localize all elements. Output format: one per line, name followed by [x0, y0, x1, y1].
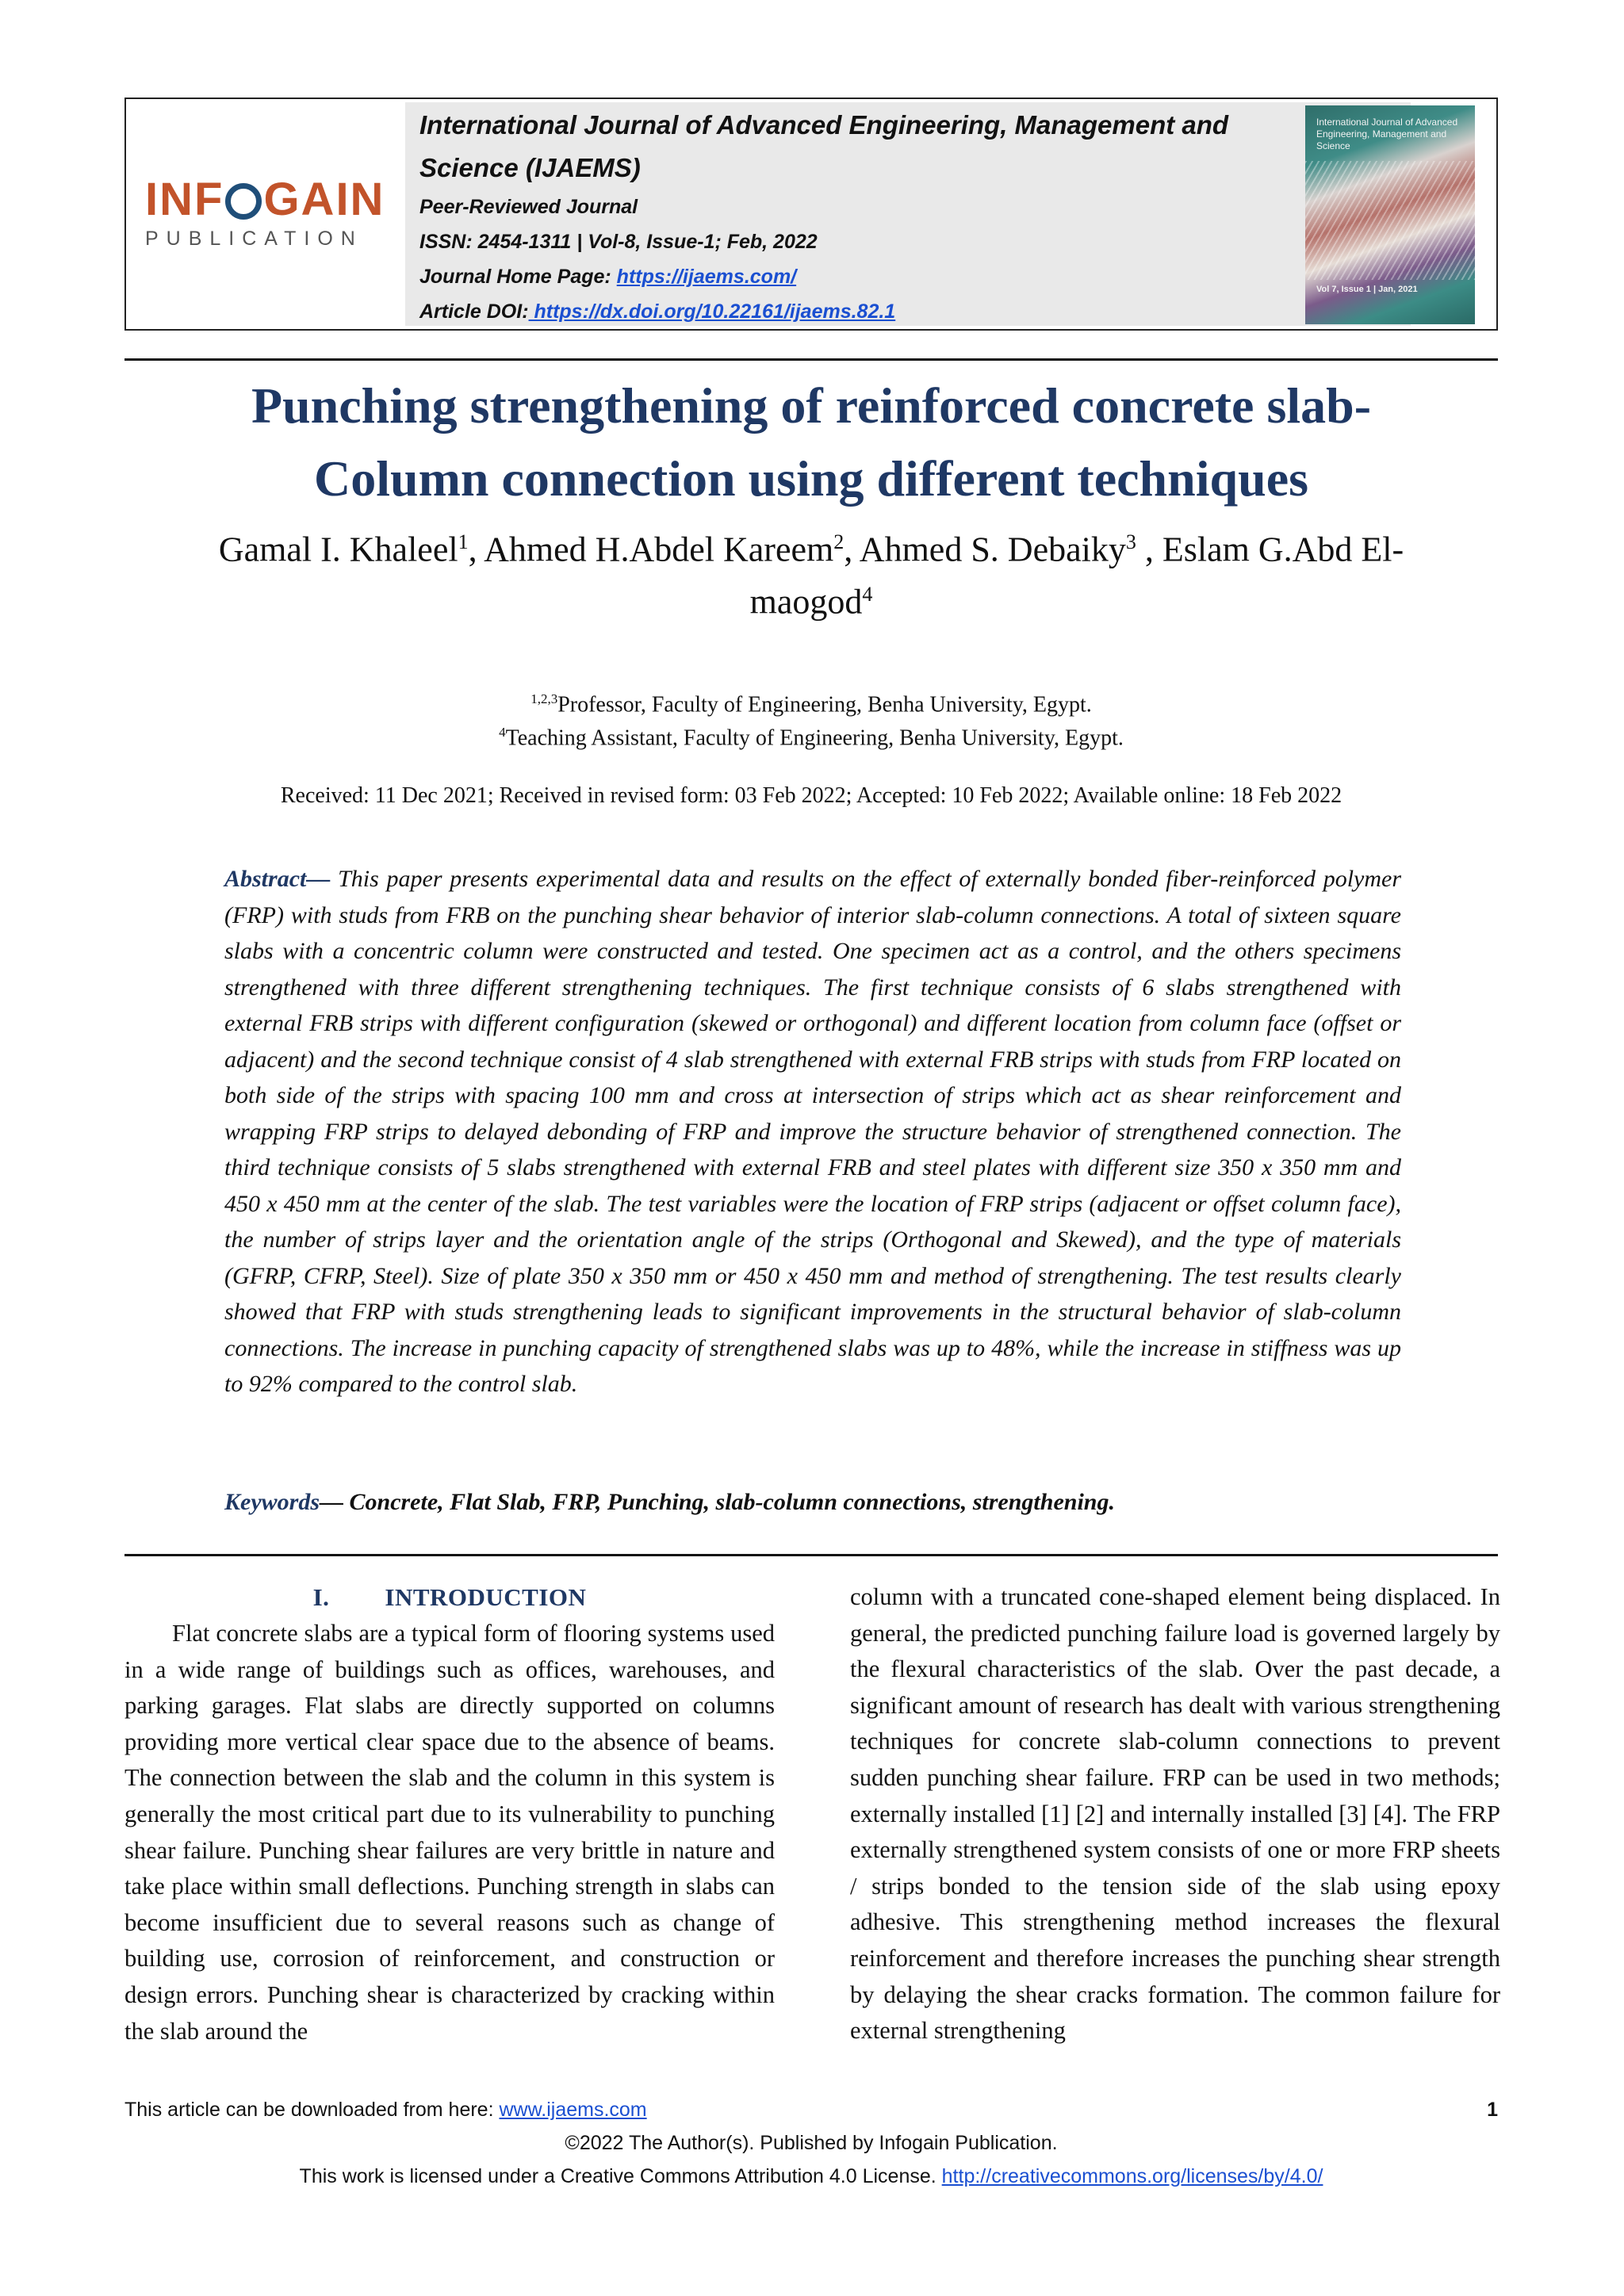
intro-paragraph: Flat concrete slabs are a typical form of flooring systems used in a wide range of buildings such as offices, warehouses, and parking garages. Flat slabs are directly supported on columns providing more vertical clear space due to the absence of beams. The connection between the slab and the column in this system is generally the most critical part due to its vulnerability to punching shear failure. Punching shear failures are very brittle in nature and take place within small deflections. Punching strength in slabs can become insufficient due to several reasons such as change of building use, corrosion of reinforcement, and construction or design errors. Punching shear is characterized by cracking within the slab around the	[124, 1620, 775, 2045]
author-list: Gamal I. Khaleel$^1$, Ahmed H.Abdel Kareem$^2$, Ahmed S. Debaiky$^3$ , Eslam G.Abd El- maogod$^4$	[218, 530, 1404, 622]
keywords-label: Keywords	[224, 1489, 320, 1515]
received-dates: Received: 11 Dec 2021; Received in revised form: 03 Feb 2022; Accepted: 10 Feb 2022; Available online: 18 Feb 2022	[280, 783, 1342, 808]
abstract: Abstract— This paper presents experimental data and results on the effect of externally bonded fiber-reinforced polymer (FRP) with studs from FRB on the punching shear behavior of interior slab-column connections. A total of sixteen square slabs with a concentric column were constructed and tested. One specimen act as a control, and the others specimens strengthened with three different strengthening techniques. The first technique consists of 6 slabs strengthened with external FRB strips with different configuration (skewed or orthogonal) and different location from column face (offset or adjacent) and the second technique consist of 4 slab strengthened with external FRB strips with studs from FRP located on both side of the strips with spacing 100 mm and cross at intersection of strips which act as shear reinforcement and wrapping FRP strips to delayed debonding of FRP and improve the structure behavior of strengthened connection. The third technique consists of 5 slabs strengthened with external FRB and steel plates with different size 350 x 350 mm and 450 x 450 mm at the center of the slab. The test variables were the location of FRP strips (adjacent or offset column face), the number of strips layer and the orientation angle of the strips (Orthogonal and Skewed), and the type of materials (GFRP, CFRP, Steel). Size of plate 350 x 350 mm or 450 x 450 mm and method of strengthening. The test results clearly showed that FRP with studs strengthening leads to significant improvements in the structural behavior of slab-column connections. The increase in punching capacity of strengthened slabs was up to 48%, while the increase in stiffness was up to 92% compared to the control slab.	[224, 866, 1402, 1397]
license-link[interactable]: http://creativecommons.org/licenses/by/4.0/	[941, 2165, 1323, 2187]
paper-title: Punching strengthening of reinforced concrete slab- Column connection using different techniques	[251, 377, 1372, 507]
affiliation-1: $^{1,2,3}$Professor, Faculty of Engineering, Benha University, Egypt.	[530, 691, 1092, 718]
journal-title-line2: Science (IJAEMS)	[419, 153, 641, 182]
abstract-label: Abstract	[224, 866, 307, 892]
keywords	[224, 1484, 1401, 1521]
footer-download-line: This article can be downloaded from here: www.ijaems.com 1	[124, 2096, 1498, 2123]
journal-title-line1: International Journal of Advanced Engineering, Management and	[419, 110, 1229, 140]
abstract-divider	[124, 1554, 1498, 1556]
page-number: 1	[1487, 2099, 1498, 2121]
logo-ring-icon	[225, 183, 262, 220]
intro-right-column	[850, 1579, 1500, 2049]
footer-license: This work is licensed under a Creative Commons Attribution 4.0 License. http://creativecommons.org/licenses/by/4.0/	[299, 2165, 1323, 2187]
peer-reviewed-label: Peer-Reviewed Journal	[419, 196, 638, 218]
intro-paragraph-continued: column with a truncated cone-shaped element being displaced. In general, the predicted punching failure load is governed largely by the flexural characteristics of the slab. Over the past decade, a significant amount of research has dealt with various strengthening techniques for concrete slab-column connections to prevent sudden punching shear failure. FRP can be used in two methods; externally installed [1] [2] and internally installed [3] [4]. The FRP externally strengthened system consists of one or more FRP sheets / strips bonded to the tension side of the slab using epoxy adhesive. This strengthening method increases the flexural reinforcement and therefore increases the punching shear strength by delaying the shear cracks formation. The common failure for external strengthening	[850, 1583, 1500, 2045]
cover-artwork	[1305, 161, 1475, 280]
intro-left-column	[124, 1616, 775, 2049]
journal-cover-image	[1305, 105, 1475, 324]
home-page-line: Journal Home Page: https://ijaems.com/	[419, 266, 797, 288]
doi-link[interactable]: https://dx.doi.org/10.22161/ijaems.82.1	[528, 300, 896, 323]
cover-title: International Journal of Advanced Engineering, Management and Science	[1316, 117, 1458, 151]
abstract-text: This paper presents experimental data and results on the effect of externally bonded fiber-reinforced polymer (FRP) with studs from FRB on the punching shear behavior of interior slab-column connections. A total of sixteen square slabs with a concentric column were constructed and tested. One specimen act as a control, and the others specimens strengthened with three different strengthening techniques. The first technique consists of 6 slabs strengthened with external FRB strips with different configuration (skewed or orthogonal) and different location from column face (offset or adjacent) and the second technique consist of 4 slab strengthened with external FRB strips with studs from FRP located on both side of the strips with spacing 100 mm and cross at intersection of strips which act as shear reinforcement and wrapping FRP strips to delayed debonding of FRP and improve the structure behavior of strengthened connection. The third technique consists of 5 slabs strengthened with external FRB and steel plates with different size 350 x 350 mm and 450 x 450 mm at the center of the slab. The test variables were the location of FRP strips (adjacent or offset column face), the number of strips layer and the orientation angle of the strips (Orthogonal and Skewed), and the type of materials (GFRP, CFRP, Steel). Size of plate 350 x 350 mm or 450 x 450 mm and method of strengthening. The test results clearly showed that FRP with studs strengthening leads to significant improvements in the structural behavior of slab-column connections. The increase in punching capacity of strengthened slabs was up to 48%, while the increase in stiffness was up to 92% compared to the control slab.	[224, 866, 1402, 1397]
logo-text-left: INF	[145, 174, 224, 225]
affiliation-2: $^4$Teaching Assistant, Faculty of Engineering, Benha University, Egypt.	[499, 725, 1124, 751]
infogain-logo	[145, 175, 391, 262]
doi-line: Article DOI: https://dx.doi.org/10.22161/ijaems.82.1	[419, 300, 896, 323]
keywords-text: — Concrete, Flat Slab, FRP, Punching, slab-column connections, strengthening.	[320, 1489, 1115, 1515]
issn-line: ISSN: 2454-1311 | Vol-8, Issue-1; Feb, 2022	[419, 231, 818, 253]
download-link[interactable]: www.ijaems.com	[499, 2099, 647, 2121]
top-divider	[124, 358, 1498, 361]
cover-volume: Vol 7, Issue 1 | Jan, 2021	[1316, 285, 1418, 294]
logo-subtitle: PUBLICATION	[145, 228, 363, 250]
logo-text-right: GAIN	[263, 174, 385, 225]
home-page-link[interactable]: https://ijaems.com/	[616, 266, 797, 288]
footer-copyright: ©2022 The Author(s). Published by Infogain Publication.	[565, 2132, 1058, 2154]
section-heading-introduction: I. INTRODUCTION	[312, 1583, 587, 1611]
journal-info	[419, 104, 1411, 329]
journal-header	[124, 98, 1498, 331]
